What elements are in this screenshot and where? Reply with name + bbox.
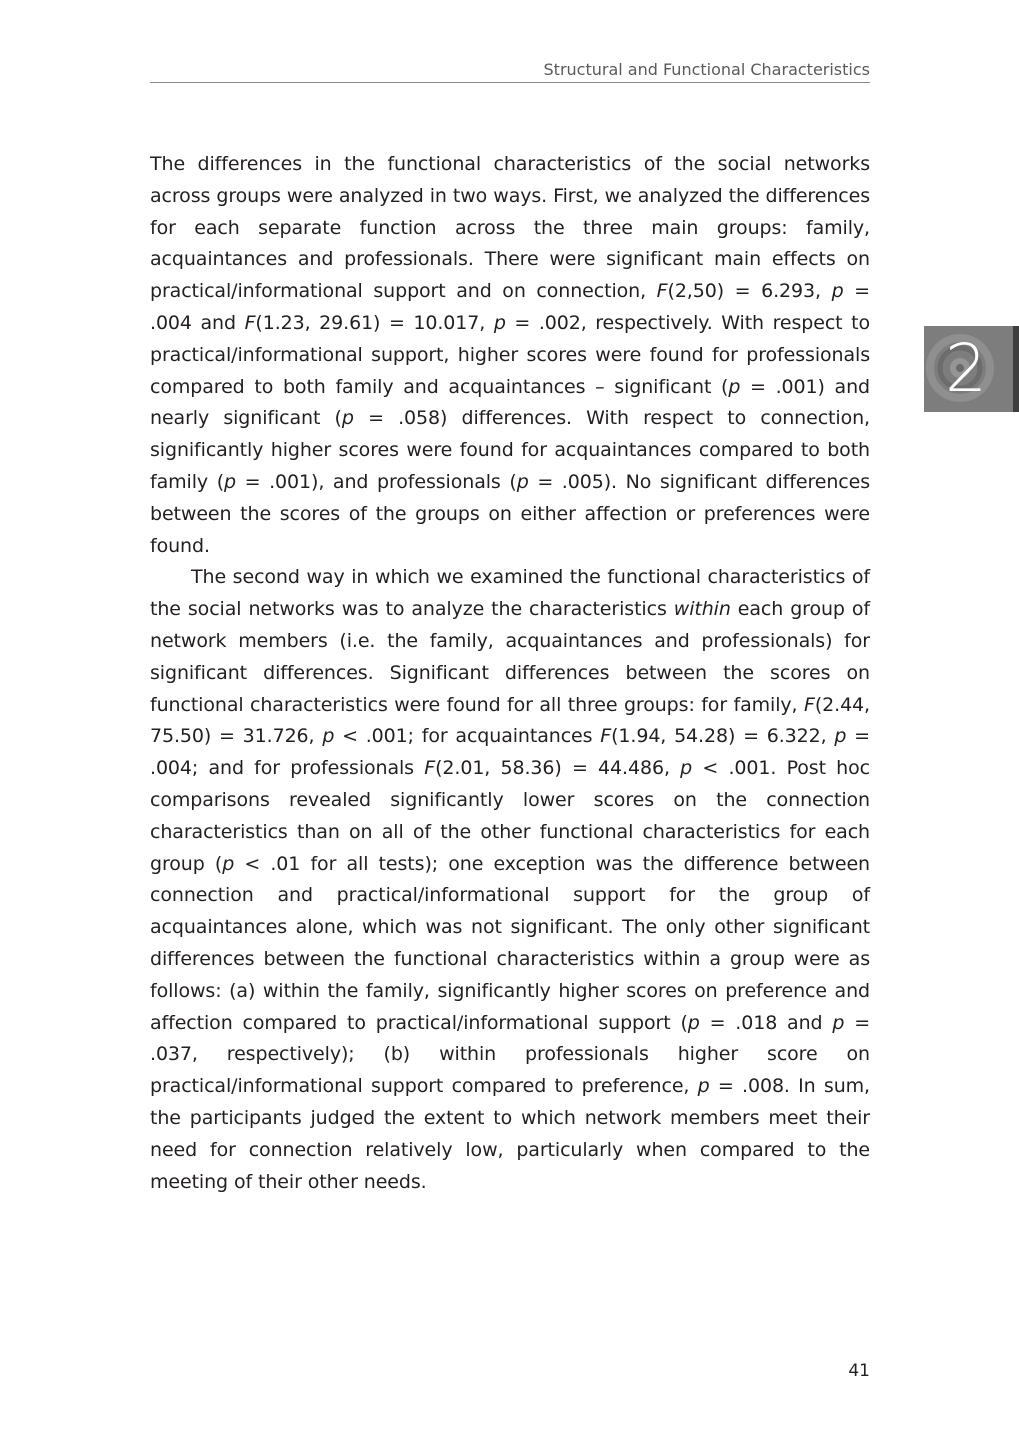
paragraph-1 xyxy=(150,149,870,562)
italic-run: p xyxy=(322,725,335,748)
text-run: each group of network members (i.e. the family, acquaintances and professionals) for significant differences. Significant differences between the scores on functional characteristics were found for all three groups: for family, xyxy=(150,598,870,716)
italic-run: p xyxy=(728,375,741,398)
chapter-tab-edge xyxy=(1013,326,1019,412)
text-run: = .004 and xyxy=(150,280,870,334)
running-header xyxy=(150,58,870,83)
text-run: < .001; for acquaintances xyxy=(334,725,601,748)
text-run: = .008. In sum, the participants judged the extent to which network members meet their need for connection relatively low, particularly when compared to the meeting of their other needs. xyxy=(150,1075,870,1193)
running-header-title: Structural and Functional Characteristics xyxy=(543,60,870,79)
text-run: = .001), and professionals ( xyxy=(235,470,517,493)
text-run: The second way in which we examined the functional characteristics of the social networks was to analyze the characteristics xyxy=(150,566,870,621)
italic-run: F xyxy=(600,725,612,748)
text-run: (1.23, 29.61) = 10.017, xyxy=(255,311,494,334)
italic-run: p xyxy=(341,407,354,430)
text-run: (1.94, 54.28) = 6.322, xyxy=(611,725,835,748)
text-run: (2.44, 75.50) = 31.726, xyxy=(150,693,870,748)
text-run: The differences in the functional characteristics of the social networks across groups were analyzed in two ways. First, we analyzed the differences for each separate function across the three main groups: family, acquaintances and professionals. There were significant main effects on practical/informational support and on connection, xyxy=(150,153,870,303)
text-run: < .01 for all tests); one exception was the difference between connection and practical/informational support for the group of acquaintances alone, which was not significant. The only other significant differences between the functional characteristics within a group were as follows: (a) within the family, significantly higher scores on preference and affection compared to practical/informational support ( xyxy=(150,852,870,1034)
italic-run: p xyxy=(687,1011,700,1034)
body-text xyxy=(150,149,870,1198)
text-run: = .058) differences. With respect to connection, significantly higher scores were found for acquaintances compared to both family ( xyxy=(150,407,870,493)
italic-run: p xyxy=(831,280,844,303)
italic-run: F xyxy=(803,693,815,716)
text-run: = .005). No significant differences between the scores of the groups on either affection or preferences were found. xyxy=(150,470,871,557)
text-run: (2.01, 58.36) = 44.486, xyxy=(435,757,681,780)
italic-run: p xyxy=(516,470,529,493)
page-number: 41 xyxy=(848,1361,870,1381)
italic-run: F xyxy=(656,280,668,303)
text-run: = .001) and nearly significant ( xyxy=(150,375,870,430)
italic-run: F xyxy=(424,757,436,780)
text-run: = .018 and xyxy=(699,1011,833,1034)
italic-run: within xyxy=(673,598,731,621)
text-run: = .037, respectively); (b) within professionals higher score on practical/informational support compared to preference, xyxy=(150,1011,871,1098)
paragraph-2 xyxy=(150,562,870,1198)
text-run: = .002, respectively. With respect to practical/informational support, higher scores were found for professionals compared to both family and acquaintances – significant ( xyxy=(150,311,871,398)
italic-run: p xyxy=(680,757,693,780)
text-run: = .004; and for professionals xyxy=(150,725,870,780)
italic-run: p xyxy=(493,311,506,334)
text-run: (2,50) = 6.293, xyxy=(667,280,832,303)
italic-run: p xyxy=(222,852,235,875)
italic-run: p xyxy=(224,470,236,493)
chapter-tab xyxy=(924,326,1019,412)
italic-run: p xyxy=(834,725,847,748)
italic-run: p xyxy=(697,1075,710,1098)
chapter-number: 2 xyxy=(945,330,987,407)
italic-run: p xyxy=(832,1011,845,1034)
text-run: < .001. Post hoc comparisons revealed significantly lower scores on the connection characteristics than on all of the other functional characteristics for each group ( xyxy=(150,757,871,875)
italic-run: F xyxy=(244,311,256,334)
